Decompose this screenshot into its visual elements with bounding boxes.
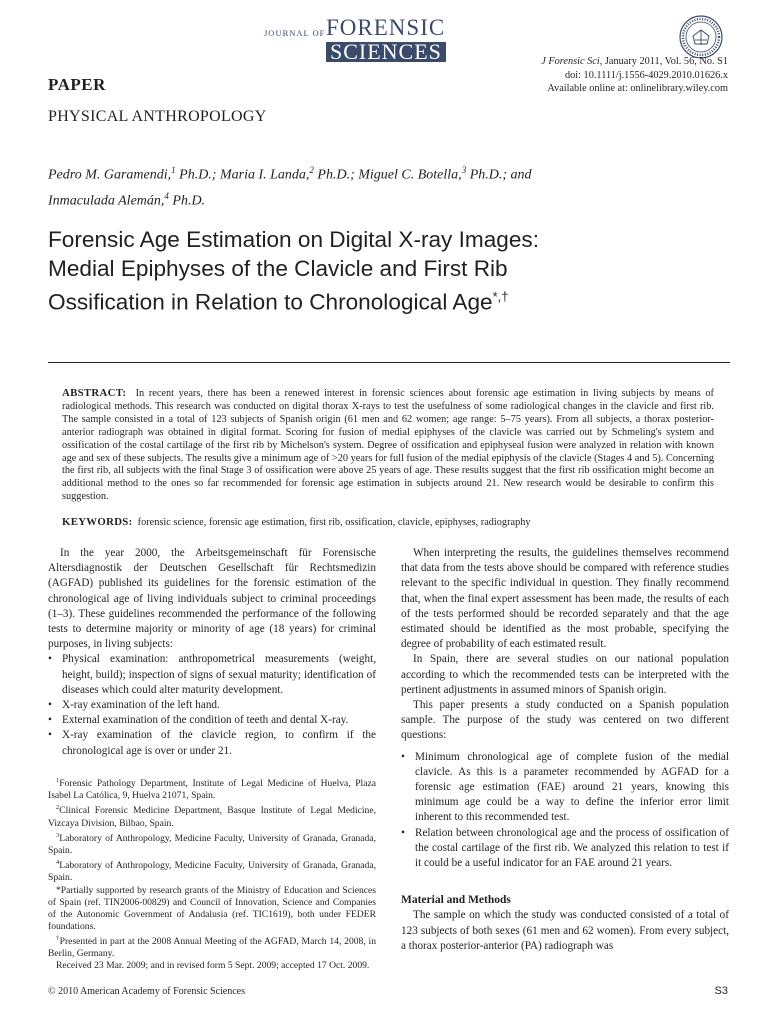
abstract-label: ABSTRACT:: [62, 387, 127, 399]
section-paper: PAPER: [48, 75, 106, 94]
author-3-affil: 3: [461, 165, 467, 175]
author-4: Inmaculada Alemán,: [48, 193, 165, 209]
article-title-text: Forensic Age Estimation on Digital X-ray Images: Medial Epiphyses of the Clavicle and First Rib Ossification in Relation to Chronological Age: [48, 227, 539, 315]
article-title: [48, 226, 568, 317]
footnote: $^3$Laboratory of Anthropology, Medicine Faculty, University of Granada, Granada, Spain.: [48, 831, 376, 857]
author-1: Pedro M. Garamendi,: [48, 167, 172, 183]
citation-journal: J Forensic Sci: [541, 56, 600, 67]
author-4-affil: 4: [164, 190, 169, 201]
article-title-marks: *,†: [492, 289, 509, 304]
citation-online: Available online at: onlinelibrary.wiley.com: [547, 83, 728, 94]
abstract: [62, 387, 714, 504]
footnote: †Presented in part at the 2008 Annual Meeting of the AGFAD, March 14, 2008, in Berlin, Germany.: [48, 934, 377, 960]
left-column: [48, 546, 376, 759]
list-item: • Physical examination: anthropometrical measurements (weight, height, build); inspection of signs of sexual maturity; identification of diseases which could alter maturity development.: [48, 652, 376, 698]
section-subject: PHYSICAL ANTHROPOLOGY: [48, 108, 267, 125]
paragraph: When interpreting the results, the guidelines themselves recommend that data from the tests above should be compared with reference studies relevant to the specific individual in question. They finally recommend that, when the final expert assessment has been made, the results of each of the tests performed should be recorded separately and that the age estimated should be identified as the most probable, specifying the degree of probability of each estimated result.: [401, 547, 729, 651]
received-dates: Received 23 Mar. 2009; and in revised form 5 Sept. 2009; accepted 17 Oct. 2009.: [56, 960, 370, 972]
footnote: *Partially supported by research grants of the Ministry of Education and Sciences of Spain (ref. TIN2006-00829) and Council of Innovation, Science and Companies of the Autonomic Government of Andalusia (ref. TIC1619), both under FEDER foundations.: [48, 884, 376, 932]
page-number: S3: [714, 985, 728, 997]
paragraph: This paper presents a study conducted on a Spanish population sample. The purpose of the study was centered on two different questions:: [401, 699, 729, 742]
test-list: [48, 652, 376, 758]
author-3: Ph.D.; Miguel C. Botella,: [313, 167, 462, 183]
masthead-forensic: FORENSIC: [326, 15, 446, 40]
list-item: • Minimum chronological age of complete fusion of the medial clavicle. As this is a parameter recommended by AGFAD for a forensic age estimation (FAE) around 21 years, knowing this minimum age could be a way to define the inferior error limit inherent to this recommended test.: [401, 750, 729, 826]
author-4-degree: Ph.D.: [168, 193, 206, 209]
author-connector: Ph.D.; and: [466, 167, 532, 183]
section-heading-material-methods: Material and Methods: [401, 894, 511, 907]
masthead-sciences: SCIENCES: [326, 42, 446, 62]
author-2-affil: 2: [309, 165, 314, 175]
list-item: • Relation between chronological age and the process of ossification of the costal cartilage of the first rib. We analyzed this relation to test if it could be a useful indicator for an FAE around 21 years.: [401, 826, 729, 872]
author-2: Ph.D.; Maria I. Landa,: [175, 167, 310, 183]
author-1-affil: 1: [171, 165, 176, 175]
masthead-journal-of: JOURNAL OF: [264, 28, 326, 38]
keywords: [62, 516, 714, 529]
list-item: • X-ray examination of the clavicle region, to confirm if the chronological age is over or under 21.: [48, 728, 376, 758]
author-list: [48, 160, 668, 211]
list-item: • External examination of the condition of teeth and dental X-ray.: [48, 713, 376, 728]
paragraph: In Spain, there are several studies on our national population according to which the recommended tests can be interpreted with the pertinent adjustments in assumed minors of Spanish origin.: [401, 653, 729, 696]
title-divider: [48, 362, 730, 363]
paragraph: In the year 2000, the Arbeitsgemeinschaft für Forensische Altersdiagnostik der Deutschen Gesellschaft für Rechtsmedizin (AGFAD) published its guidelines for the forensic estimation of the chronological age of living individuals subject to criminal proceedings (1–3). These guidelines recommended the performance of the following tests to determine majority or minority of age (18 years) for criminal purposes, in living subjects:: [48, 547, 376, 651]
footnotes: [48, 775, 376, 972]
right-column: [401, 546, 729, 954]
keywords-label: KEYWORDS:: [62, 516, 133, 528]
footnote: $^1$Forensic Pathology Department, Institute of Legal Medicine of Huelva, Plaza Isabel La Católica, 9, Huelva 21071, Spain.: [48, 777, 376, 802]
footnote: $^4$Laboratory of Anthropology, Medicine Faculty, University of Granada, Granada, Spain.: [48, 859, 376, 884]
footnote: $^2$Clinical Forensic Medicine Department, Basque Institute of Legal Medicine, Vizcaya Division, Bilbao, Spain.: [48, 804, 376, 829]
citation-doi: doi: 10.1111/j.1556-4029.2010.01626.x: [564, 69, 728, 81]
citation-issue: , January 2011, Vol. 56, No. S1: [599, 56, 728, 67]
paragraph: The sample on which the study was conducted consisted of a total of 123 subjects of both sexes (61 men and 62 women). From every subject, a thorax posterior-anterior (PA) radiograph was: [401, 909, 729, 952]
aafs-seal-icon: [678, 14, 724, 60]
journal-masthead: [264, 12, 474, 64]
list-item: • X-ray examination of the left hand.: [48, 698, 376, 713]
keywords-text: forensic science, forensic age estimation, first rib, ossification, clavicle, epiphyses, radiography: [137, 517, 531, 528]
copyright: © 2010 American Academy of Forensic Sciences: [48, 986, 245, 997]
citation-block: [541, 55, 728, 96]
question-list: [401, 750, 729, 872]
abstract-text: In recent years, there has been a renewed interest in forensic sciences about forensic age estimation in living subjects by means of radiological methods. This research was conducted on digital thorax X-rays to test the usefulness of some radiological changes in the clavicle and first rib. The sample consisted in a total of 123 subjects of Spanish origin (61 men and 62 women; age range: 5–75 years). From all subjects, a thorax posterior-anterior radiograph was obtained in digital format. Scoring for fusion of medial epiphyses of the clavicle was carried out by Schmeling's system and ossification of the costal cartilage of the first rib by Michelson's system. Degree of ossification and epiphyseal fusion were analyzed in relation with known age and sex of these subjects. The results give a minimum age of >20 years for full fusion of the medial epiphysis of the clavicle (Stages 4 and 5). Concerning the first rib, all subjects with the final Stage 3 of ossification were above 25 years of age. These results suggest that the first rib ossification might become an additional method to the ones so far recommended for forensic age estimation in subjects around 21. New research would be desirable to confirm this suggestion.: [62, 388, 714, 503]
